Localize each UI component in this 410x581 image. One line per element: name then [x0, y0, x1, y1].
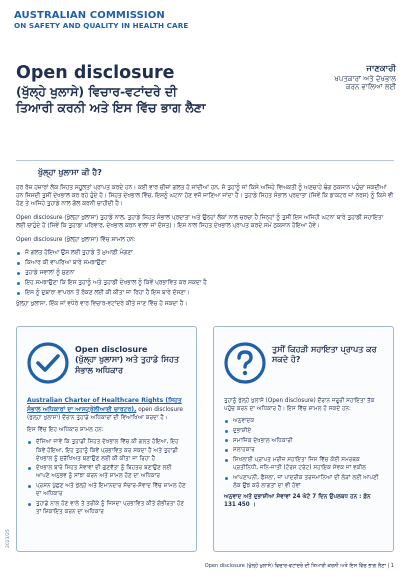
support-list [224, 417, 384, 490]
interpreter-phone-number[interactable]: ਫ਼ੋਨ 131 450 । [224, 493, 371, 508]
list-item: ਅਨੁਵਾਦਕ [224, 417, 384, 425]
rights-list [27, 438, 187, 516]
checkmark-circle-icon [26, 341, 70, 385]
organisation-logo [14, 10, 254, 30]
rights-box-body [27, 397, 187, 519]
section-heading: ਖੁੱਲ੍ਹਾ ਖੁਲਾਸਾ ਕੀ ਹੈ? [38, 168, 102, 177]
list-item: ਇਹ ਸਮਝਾਉਣਾ ਕਿ ਇਸ ਤੁਹਾਨੂੰ ਅਤੇ ਤੁਹਾਡੀ ਦੇਖਭਾਲ ਨੂੰ ਕਿਵੇਂ ਪ੍ਰਭਾਵਿਤ ਕਰ ਸਕਦਾ ਹੈ [16, 279, 394, 287]
rights-title-line1: Open disclosure [75, 345, 148, 354]
factsheet-title: ਜਾਣਕਾਰੀ [366, 64, 396, 74]
question-circle-icon [223, 341, 267, 385]
document-title [16, 62, 306, 116]
interpreter-service-note [224, 493, 384, 509]
support-title-line2: ਸਕਦੇ ਹੋ? [272, 355, 301, 365]
document-code: 2023/25 [6, 529, 11, 548]
list-item: ਦੇਖਭਾਲ ਬਾਰੇ ਸਿਹਤ ਸੇਵਾਵਾਂ ਦੀ ਗੁਣਵੱਤਾ ਨੂੰ ਬਿਹਤਰ ਬਣਾਉਣ ਲਈ ਆਪਣੇ ਅਨੁਭਵ ਨੂੰ ਸਾਂਝਾ ਕਰਨ ਅਤੇ ਸ਼ਾਮਲ ਹੋਣ ਦਾ ਅਧਿਕਾਰ [27, 464, 187, 480]
charter-intro [27, 397, 187, 422]
list-item: ਆਪਣਾਪਨੀ, ਫੈਸਲਾ, ਜਾਂ ਪਾਦਰੀਕ ਤਰਜਮਾਨਿਆਂ ਦੀ ਲੋੜਾਂ ਲਈ ਆਪਣੀ ਲੋਕ ਉਂਝ ਕਰੋ ਲਾਗਤਾਂ ਦਾ ਵੀ ਹੋਵਾਂ [224, 474, 384, 490]
definition-paragraph: Open disclosure (ਖੁੱਲ੍ਹਾ ਖੁਲਾਸਾ) ਤੁਹਾਡੇ ਨਾਲ, ਤੁਹਾਡੇ ਸਿਹਤ ਸੰਭਾਲ ਪ੍ਰਦਾਤਾ ਅਤੇ ਉਨ੍ਹਾਂ ਲੋਕਾਂ ਨਾਲ ਚਰਚਾ ਹੈ ਜਿਨ੍ਹਾਂ ਨੂੰ ਤੁਸੀਂ ਇਸ ਅਜਿਹੀ ਘਟਨਾ ਬਾਰੇ ਤੁਹਾਡੀ ਸਹਾਇਤਾ ਲਈ ਚਾਹੁੰਦੇ ਹੋ (ਜਿਵੇਂ ਕਿ ਤੁਹਾਡਾ ਪਰਿਵਾਰ, ਦੇਖਭਾਲ ਕਰਨ ਵਾਲਾ ਜਾਂ ਦੋਸਤ)। ਇਸ ਨਾਲ ਸਿਹਤ ਦੇਖਭਾਲ ਪ੍ਰਾਪਤ ਕਰਦੇ ਸਮੇਂ ਨੁਕਸਾਨ ਹੋਇਆ ਹੋਵੇ। [16, 214, 384, 230]
rights-box-title [75, 345, 188, 376]
support-box-title [272, 345, 385, 366]
list-item: ਸਲਾਹਕਾਰ [224, 446, 384, 454]
title-line2: (ਖੁੱਲ੍ਹੇ ਖੁਲਾਸੇ) ਵਿਚਾਰ-ਵਟਾਂਦਰੇ ਦੀ [16, 84, 178, 100]
list-item: ਜੋ ਗਲਤ ਹੋਇਆ ਉਸ ਲਈ ਤੁਹਾਡੇ ਤੋਂ ਮੁਆਫ਼ੀ ਮੰਗਣਾ [16, 249, 394, 257]
support-box-body [224, 397, 384, 513]
list-item: ਇਸ ਨੂੰ ਦੁਬਾਰਾ ਵਾਪਰਨ ਤੋਂ ਰੋਕਣ ਲਈ ਕੀ ਕੀਤਾ ਜਾ ਰਿਹਾ ਹੈ ਇਸ ਬਾਰੇ ਦੱਸਣਾ। [16, 289, 394, 297]
factsheet-audience-line1: ਖਪਤਕਾਰਾਂ ਅਤੇ ਦੇਖਭਾਲ [334, 74, 396, 83]
charter-intro-rest: open disclosure (ਖੁੱਲ੍ਹਾ ਖੁਲਾਸਾ) ਦੌਰਾਨ ਤੁਹਾਡੇ ਅਧਿਕਾਰਾਂ ਦੀ ਵਿਆਖਿਆ ਕਰਦਾ ਹੈ। [27, 406, 183, 422]
closing-paragraph: ਖੁੱਲ੍ਹਾ ਖੁਲਾਸਾ, ਇੱਕ ਜਾਂ ਵਧੇਰੇ ਵਾਰ ਵਿਚਾਰ-ਵਟਾਂਦਰੇ ਕੀਤੇ ਜਾਣ ਵਿੱਚ ਹੋ ਸਕਦਾ ਹੈ। [16, 301, 188, 308]
org-name-line1: AUSTRALIAN COMMISSION [14, 10, 165, 21]
support-box [213, 326, 394, 552]
list-item: ਦੁਭਾਸ਼ੀਏ [224, 427, 384, 435]
list-item: ਤੁਹਾਡੇ ਸਵਾਲਾਂ ਨੂੰ ਸੁਣਨਾ [16, 269, 394, 277]
org-name-line2: ON SAFETY AND QUALITY IN HEALTH CARE [14, 20, 189, 30]
main-section [16, 168, 394, 314]
list-item: ਸਿਖਲਾਈ ਪ੍ਰਾਪਤ ਮਰੀਜ਼ ਸਹਾਇਤਾ ਜਿਸ ਵਿੱਚ ਕੋਈ ਸਮਰਥਕ ਪ੍ਰਤੀਨਿਧੀ, ਜਨਿ-ਜਾਤੀ (ਟੋਰਸ ਟਰੇਟ) ਸਹਾਇਕ ਸੇਵਕ ਜਾਂ ਵਕੀਲ [224, 456, 384, 472]
title-line1: Open disclosure [16, 63, 175, 83]
charter-link[interactable]: Australian Charter of Healthcare Rights (ਸਿਹਤ ਸੰਭਾਲ ਅਧਿਕਾਰਾਂ ਦਾ ਆਸਟ੍ਰੇਲੀਆਈ ਚਾਰਟਰ), [27, 397, 182, 413]
page-footer: Open disclosure (ਖੁੱਲ੍ਹੇ ਖੁਲਾਸੇ) ਵਿਚਾਰ-ਵਟਾਂਦਰੇ ਦੀ ਤਿਆਰੀ ਕਰਨੀ ਅਤੇ ਇਸ ਵਿੱਚ ਭਾਗ ਲੈਣਾ | 1 [204, 563, 394, 569]
support-intro: ਤੁਹਾਨੂੰ ਖੁੱਲ੍ਹੇ ਖੁਲਾਸੇ (Open disclosure) ਦੌਰਾਨ ਜਰੂਰੀ ਸਹਾਇਤਾ ਤੱਕ ਪਹੁੰਚ ਕਰਨ ਦਾ ਅਧਿਕਾਰ ਹੈ। ਇਸ ਵਿੱਚ ਸ਼ਾਮਲ ਹੋ ਸਕਦੇ ਹਨ: [224, 398, 375, 413]
rights-title-line3: ਸੰਭਾਲ ਅਧਿਕਾਰ [75, 365, 123, 375]
list-item: ਤੁਹਾਡੇ ਨਾਲ ਹੋਣ ਵਾਲੇ ਤੇ ਤਰੀਕੇ ਨੂੰ ਜਿਸਦਾ ਪ੍ਰਭਾਵਿਤ ਕੀਤੇ ਗੰਭੀਰਤਾ ਹੋਣ ਤਾਂ ਸ਼ਿਕਾਇਤ ਕਰਨ ਦਾ ਅਧਿਕਾਰ [27, 500, 187, 516]
disclosure-list [16, 249, 394, 297]
list-item: ਸਮਾਜਿਕ ਦੇਖਭਾਲ ਅਧਿਕਾਰੀ [224, 437, 384, 445]
list-item: ਦੱਸਿਆ ਜਾਵੇ ਕਿ ਤੁਹਾਡੀ ਸਿਹਤ ਦੇਖਭਾਲ ਵਿੱਚ ਕੀ ਗਲਤ ਹੋਇਆ, ਇਹ ਕਿਵੇਂ ਹੋਇਆ, ਇਹ ਤੁਹਾਨੂੰ ਕਿਵੇਂ ਪ੍ਰਭਾਵਿਤ ਕਰ ਸਕਦਾ ਹੈ ਅਤੇ ਤੁਹਾਡੀ ਦੇਖਭਾਲ ਨੂੰ ਸੁਰੱਖਿਅਤ ਬਣਾਉਣ ਲਈ ਕੀ ਕੀਤਾ ਜਾ ਰਿਹਾ ਹੈ [27, 438, 187, 462]
divider [16, 160, 394, 161]
intro-paragraph: ਹਰ ਰੋਜ਼ ਹਜ਼ਾਰਾਂ ਲੋਕ ਸਿਹਤ ਸਹੂਲਤਾਂ ਪ੍ਰਾਪਤ ਕਰਦੇ ਹਨ। ਕਈ ਵਾਰ ਚੀਜ਼ਾਂ ਗਲਤ ਹੋ ਜਾਂਦੀਆਂ ਹਨ, ਜੋ ਤੁਹਾਨੂੰ ਜਾਂ ਕਿਸੇ ਅਜਿਹੇ ਵਿਅਕਤੀ ਨੂੰ ਅਣਚਾਹੇ ਢੰਗ ਨੁਕਸਾਨ ਪਹੁੰਚਾ ਸਕਦੀਆਂ ਹਨ ਜਿਸਦੀ ਤੁਸੀਂ ਦੇਖਭਾਲ ਕਰ ਰਹੇ ਹੁੰਦੇ ਹੋ। ਸਿਹਤ ਦੇਖਭਾਲ ਵਿੱਚ, ਇਸਨੂੰ ਘਟਨਾ ਹੋਣ ਵਜੋਂ ਜਾਣਿਆ ਜਾਂਦਾ ਹੈ। ਤੁਹਾਡੇ ਸਿਹਤ ਸੰਭਾਲ ਪ੍ਰਦਾਤਾ (ਜਿਵੇਂ ਕਿ ਡਾਕਟਰ ਜਾਂ ਨਰਸ) ਨੂੰ ਕਿਸੇ ਵੀ ਹੋਣ ਤੇ ਅਜਿਹੇ ਤੁਹਾਡੇ ਨਾਲ ਗੱਲ ਕਰਨੀ ਚਾਹੀਦੀ ਹੈ। [16, 184, 394, 208]
factsheet-label [300, 64, 396, 92]
list-item: ਪ੍ਰਸ਼ਨ ਪੁੱਛਣ ਅਤੇ ਖੁੱਲ੍ਹੇ ਅਤੇ ਇਮਾਨਦਾਰ ਸੰਚਾਰ-ਸੰਵਾਦ ਵਿੱਚ ਸ਼ਾਮਲ ਹੋਣ ਦਾ ਅਧਿਕਾਰ [27, 482, 187, 498]
factsheet-audience-line2: ਕਰਨ ਵਾਲਿਆਂ ਲਈ [345, 83, 396, 92]
rights-title-line2: (ਖੁੱਲ੍ਹਾ ਖੁਲਾਸਾ) ਅਤੇ ਤੁਹਾਡੇ ਸਿਹਤ [75, 355, 179, 365]
support-title-line1: ਤੁਸੀਂ ਕਿਹੜੀ ਸਹਾਇਤਾ ਪ੍ਰਾਪਤ ਕਰ [272, 345, 377, 354]
rights-list-intro: ਇਸ ਵਿੱਚ ਇਹ ਅਧਿਕਾਰ ਸ਼ਾਮਲ ਹਨ: [27, 427, 104, 434]
list-intro: Open disclosure (ਖੁੱਲ੍ਹਾ ਖੁਲਾਸਾ) ਵਿੱਚ ਸ਼ਾਮਲ ਹਨ: [16, 236, 136, 243]
interpreter-service-text: ਅਨੁਵਾਦ ਅਤੇ ਦੁਭਾਸ਼ੀਆ ਸੇਵਾਵਾਂ 24 ਘੰਟੇ 7 ਦਿਨ ਉਪਲਬਧ ਹਨ : [224, 493, 362, 500]
list-item: ਕਿਆਰ ਕੀ ਵਾਪਰਿਆ ਬਾਰੇ ਸਮਝਾਉਣਾ [16, 259, 394, 267]
title-line3: ਤਿਆਰੀ ਕਰਨੀ ਅਤੇ ਇਸ ਵਿੱਚ ਭਾਗ ਲੈਣਾ [16, 100, 206, 116]
rights-box [16, 326, 197, 552]
